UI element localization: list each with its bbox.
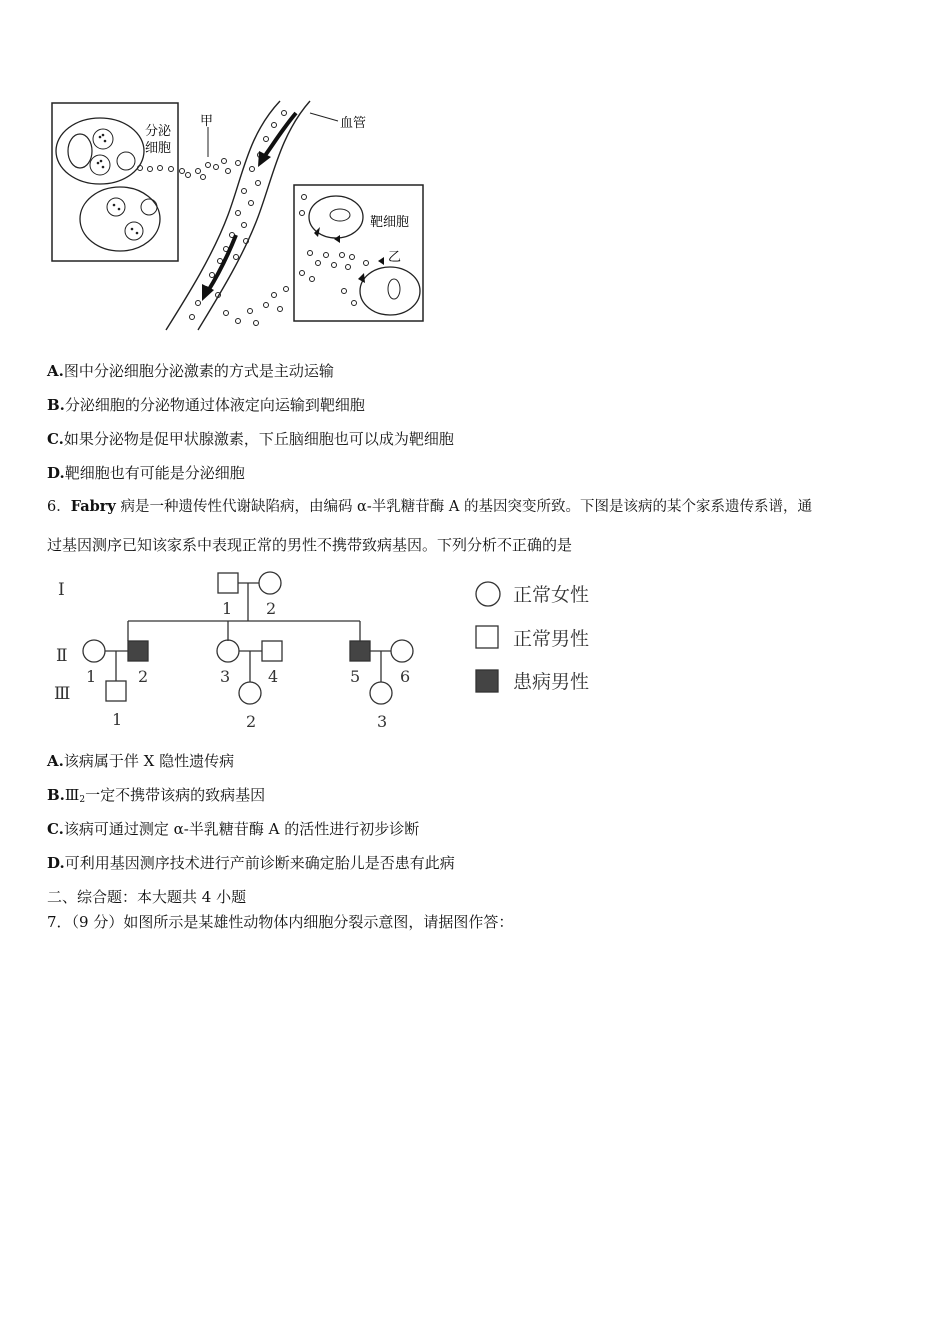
q6-stem-line1: 6．Fabry 病是一种遗传性代谢缺陷病，由编码 α-半乳糖苷酶 A 的基因突变所致。下图是该病的某个家系遗传系谱，通 [47,498,812,515]
I-2-normal-female [259,572,281,594]
q6-option-b: $B.Ⅲ_2$一定不携带该病的致病基因 [47,786,266,805]
II-2-label: 2 [138,667,149,686]
label-jia: 甲 [200,114,214,129]
II-3-normal-female [217,640,239,662]
legend-normal-female: 正常女性 [513,584,590,606]
q5-option-c: C.如果分泌物是促甲状腺激素，下丘脑细胞也可以成为靶细胞 [47,430,454,448]
II-1-label: 1 [86,667,97,686]
receptor-upper [314,227,320,237]
secretory-cell-label-1: 分泌 [145,124,172,139]
blood-vessel [166,101,280,330]
II-4-normal-male [262,641,282,661]
q5-option-a: A.图中分泌细胞分泌激素的方式是主动运输 [47,362,334,380]
q6-option-a: A.该病属于伴 X 隐性遗传病 [47,752,235,770]
II-1-normal-female [83,640,105,662]
III-1-label: 1 [112,710,123,729]
III-3-label: 3 [377,712,388,731]
q5-option-b: B.分泌细胞的分泌物通过体液定向运输到靶细胞 [47,396,365,414]
label-blood-vessel: 血管 [340,116,367,131]
II-2-affected-male [128,641,148,661]
I-1-label: 1 [222,599,233,618]
q6-option-c: C.该病可通过测定 α-半乳糖苷酶 A 的活性进行初步诊断 [47,820,420,838]
II-5-affected-male [350,641,370,661]
label-yi: 乙 [388,250,402,265]
secretory-cell-upper [56,118,144,184]
generation-III-label: Ⅲ [54,684,71,704]
I-2-label: 2 [266,599,277,618]
q5-option-d: D.靶细胞也有可能是分泌细胞 [47,464,245,482]
fabry-pedigree-chart [48,565,608,740]
hormone-particles [138,159,241,180]
target-cell-lower [360,267,420,315]
III-1-normal-male [106,681,126,701]
generation-I-label: Ⅰ [58,580,65,600]
generation-II-label: Ⅱ [56,646,68,666]
I-1-normal-male [218,573,238,593]
legend-normal-male-symbol [476,626,498,648]
III-2-normal-female [239,682,261,704]
section-2-heading: 二、综合题：本大题共 4 小题 [47,888,247,906]
III-3-normal-female [370,682,392,704]
II-4-label: 4 [268,667,279,686]
q6-option-d: D.可利用基因测序技术进行产前诊断来确定胎儿是否患有此病 [47,854,455,872]
III-2-label: 2 [246,712,257,731]
hormone-secretion-diagram [48,95,433,335]
legend-normal-male: 正常男性 [513,628,590,650]
receptor-yi [378,257,384,265]
II-6-label: 6 [400,667,411,686]
legend-affected-male: 患病男性 [513,671,590,693]
label-target-cell: 靶细胞 [370,215,410,230]
q7-stem: 7．（9 分）如图所示是某雄性动物体内细胞分裂示意图，请据图作答： [47,913,514,931]
secretory-cell-label-2: 细胞 [145,141,172,156]
legend-normal-female-symbol [476,582,500,606]
II-6-normal-female [391,640,413,662]
II-5-label: 5 [350,667,361,686]
q6-stem-line2: 过基因测序已知该家系中表现正常的男性不携带致病基因。下列分析不正确的是 [47,536,573,554]
legend-affected-male-symbol [476,670,498,692]
flow-arrow-lower [208,235,236,291]
secretory-cell-lower [80,187,160,251]
II-3-label: 3 [220,667,231,686]
flow-arrow-upper [264,113,296,157]
